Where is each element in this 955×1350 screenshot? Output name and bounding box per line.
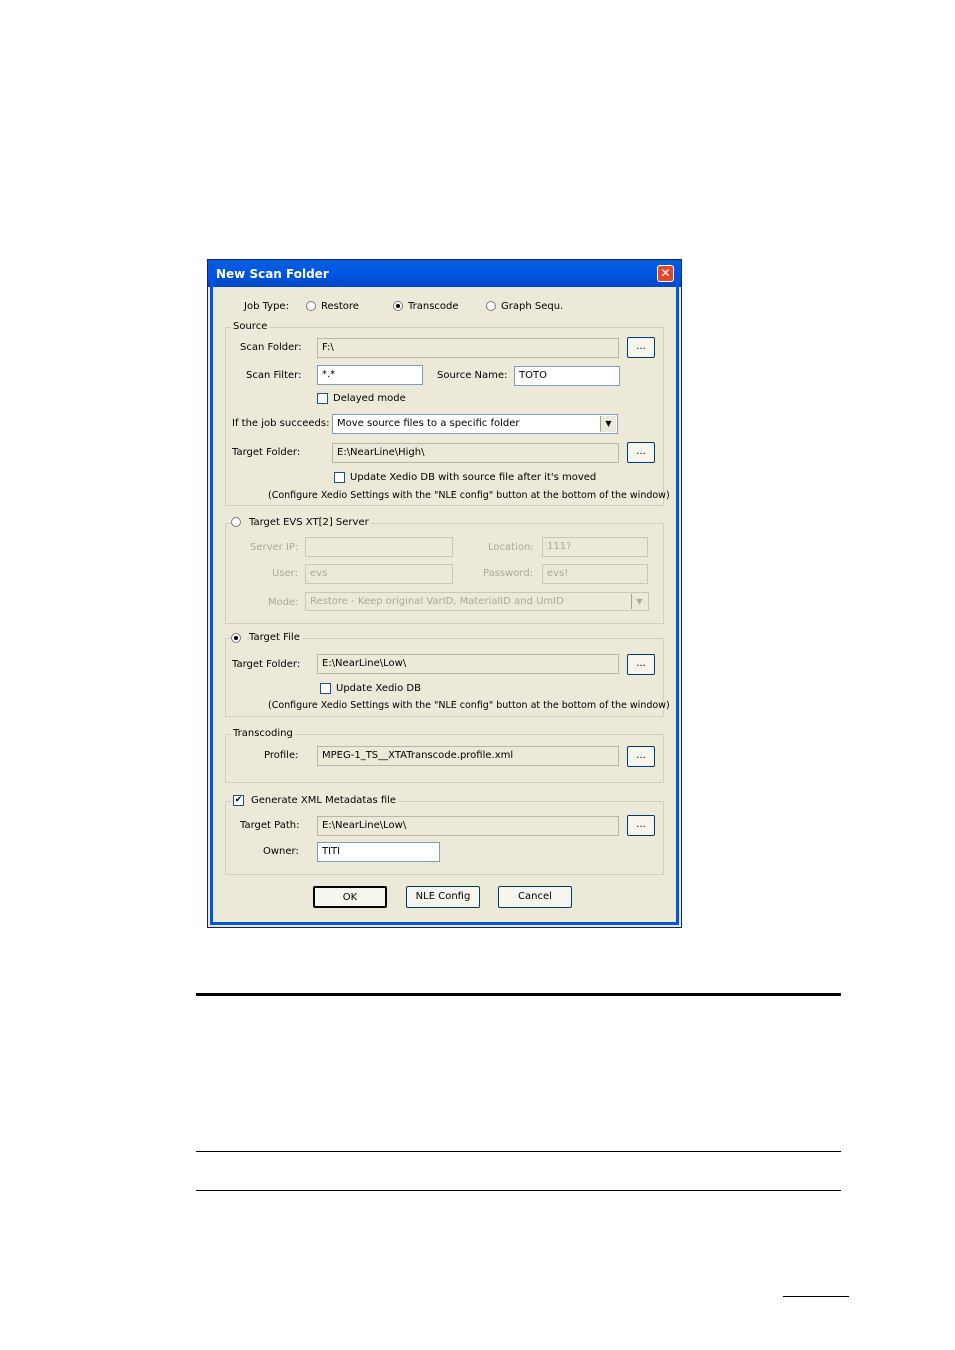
user-input[interactable]: evs [305, 564, 453, 584]
target-file-folder-label: Target Folder: [232, 659, 301, 670]
radio-graph-sequ-label: Graph Sequ. [501, 301, 564, 312]
target-file-update-db-label: Update Xedio DB [336, 683, 421, 694]
scan-filter-label: Scan Filter: [246, 370, 302, 381]
scan-folder-field[interactable]: F:\ [317, 338, 619, 358]
source-name-input[interactable]: TOTO [514, 366, 620, 386]
cancel-button[interactable]: Cancel [498, 886, 572, 908]
job-type-label: Job Type: [244, 301, 289, 312]
source-target-folder-browse-button[interactable]: ... [627, 442, 655, 463]
server-ip-input[interactable] [305, 537, 453, 557]
target-path-label: Target Path: [240, 820, 300, 831]
location-label: Location: [488, 542, 534, 553]
source-target-folder-field[interactable]: E:\NearLine\High\ [332, 443, 619, 463]
dialog-title: New Scan Folder [216, 267, 329, 281]
transcoding-legend: Transcoding [233, 728, 293, 739]
profile-label: Profile: [264, 750, 299, 761]
owner-label: Owner: [263, 846, 299, 857]
divider [196, 1190, 841, 1191]
delayed-mode-checkbox[interactable] [317, 393, 328, 404]
target-file-folder-field[interactable]: E:\NearLine\Low\ [317, 654, 619, 674]
radio-restore-label: Restore [321, 301, 359, 312]
password-label: Password: [483, 568, 534, 579]
xml-metadata-checkbox[interactable]: ✔ [234, 795, 243, 805]
target-path-browse-button[interactable]: ... [627, 815, 655, 836]
radio-graph-sequ[interactable] [486, 301, 496, 311]
location-input[interactable]: 111? [542, 537, 648, 557]
if-succeeds-value: Move source files to a specific folder [337, 418, 520, 429]
owner-input[interactable]: TITI [317, 842, 440, 862]
radio-restore[interactable] [306, 301, 316, 311]
scan-folder-browse-button[interactable]: ... [627, 337, 655, 358]
scan-filter-input[interactable]: *.* [317, 365, 423, 385]
scan-folder-label: Scan Folder: [240, 342, 302, 353]
password-input[interactable]: evs! [542, 564, 648, 584]
nle-config-button[interactable]: NLE Config [406, 886, 480, 908]
profile-field[interactable]: MPEG-1_TS__XTATranscode.profile.xml [317, 746, 619, 766]
mode-select[interactable] [305, 592, 649, 611]
radio-transcode[interactable] [393, 301, 403, 311]
target-file-config-note: (Configure Xedio Settings with the "NLE config" button at the bottom of the window) [268, 700, 670, 711]
source-config-note: (Configure Xedio Settings with the "NLE config" button at the bottom of the window) [268, 490, 670, 501]
radio-target-file[interactable] [231, 633, 241, 643]
if-succeeds-select[interactable] [332, 414, 618, 434]
chevron-down-icon[interactable]: ▼ [600, 416, 616, 432]
radio-target-evs[interactable] [231, 517, 241, 527]
source-update-db-checkbox[interactable] [334, 472, 345, 483]
divider [196, 1151, 841, 1152]
mode-value: Restore - Keep original VarID, MaterialID and UmID [310, 596, 564, 607]
source-name-label: Source Name: [437, 370, 508, 381]
ok-button[interactable]: OK [313, 886, 387, 908]
close-icon[interactable]: ✕ [657, 265, 674, 282]
radio-transcode-label: Transcode [408, 301, 459, 312]
target-file-browse-button[interactable]: ... [627, 654, 655, 675]
footer-rule [783, 1296, 849, 1297]
chevron-down-icon[interactable]: ▼ [631, 594, 647, 609]
target-file-update-db-checkbox[interactable] [320, 683, 331, 694]
source-target-folder-label: Target Folder: [232, 447, 301, 458]
delayed-mode-label: Delayed mode [333, 393, 406, 404]
user-label: User: [272, 568, 298, 579]
target-evs-legend: Target EVS XT[2] Server [231, 517, 371, 529]
source-legend: Source [233, 321, 268, 332]
xml-metadata-group [225, 795, 664, 875]
profile-browse-button[interactable]: ... [627, 746, 655, 767]
mode-label: Mode: [268, 597, 299, 608]
source-update-db-label: Update Xedio DB with source file after it's moved [350, 472, 597, 483]
target-file-legend: Target File [231, 632, 302, 644]
xml-metadata-legend: Generate XML Metadatas file [231, 795, 398, 807]
target-path-field[interactable]: E:\NearLine\Low\ [317, 816, 619, 836]
if-succeeds-label: If the job succeeds: [232, 418, 330, 429]
server-ip-label: Server IP: [250, 542, 299, 553]
thick-divider [196, 993, 841, 996]
